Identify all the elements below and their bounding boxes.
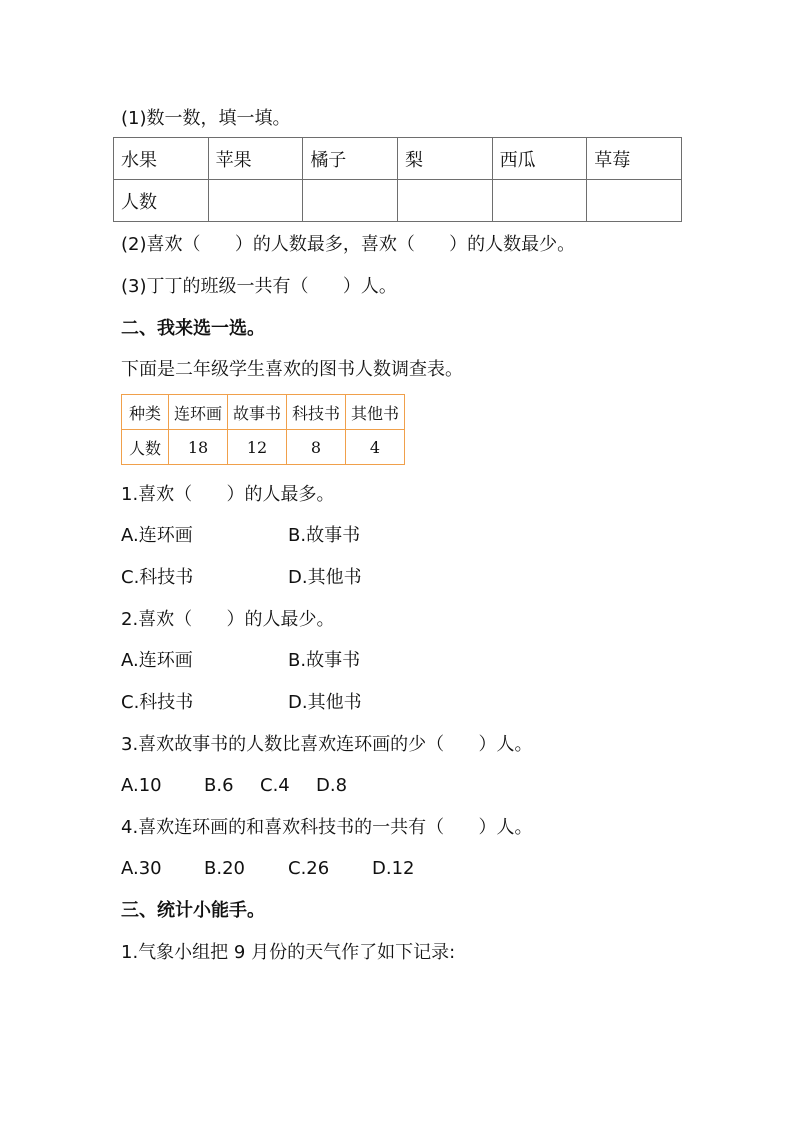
table-cell: 梨 [397, 138, 492, 180]
table-cell: 西瓜 [492, 138, 587, 180]
section3-q1: 1.气象小组把 9 月份的天气作了如下记录: [121, 942, 456, 963]
option-c[interactable]: C.科技书 [121, 567, 194, 588]
option-b[interactable]: B.故事书 [288, 650, 361, 671]
table-cell: 8 [287, 430, 346, 465]
table-cell: 其他书 [346, 395, 405, 430]
section2-intro: 下面是二年级学生喜欢的图书人数调查表。 [121, 359, 463, 380]
table-cell: 苹果 [208, 138, 303, 180]
section3-title: 三、统计小能手。 [121, 900, 265, 921]
option-a[interactable]: A.10 [121, 775, 162, 796]
option-a[interactable]: A.连环画 [121, 525, 193, 546]
answer-cell[interactable] [208, 180, 303, 222]
option-d[interactable]: D.8 [316, 775, 348, 796]
table-row [114, 138, 682, 180]
option-c[interactable]: C.科技书 [121, 692, 194, 713]
question-3-stem: 3.喜欢故事书的人数比喜欢连环画的少（ ）人。 [121, 734, 533, 755]
option-d[interactable]: D.其他书 [288, 692, 362, 713]
option-a[interactable]: A.30 [121, 858, 162, 879]
table-cell: 草莓 [587, 138, 682, 180]
table-cell: 人数 [122, 430, 169, 465]
option-b[interactable]: B.故事书 [288, 525, 361, 546]
answer-cell[interactable] [303, 180, 398, 222]
table-row [122, 395, 405, 430]
table-cell: 橘子 [303, 138, 398, 180]
table-cell: 18 [169, 430, 228, 465]
table-row [122, 430, 405, 465]
option-b[interactable]: B.6 [204, 775, 234, 796]
table-cell: 人数 [114, 180, 209, 222]
question-2-stem: 2.喜欢（ ）的人最少。 [121, 609, 335, 630]
table-cell: 科技书 [287, 395, 346, 430]
table-cell: 水果 [114, 138, 209, 180]
option-b[interactable]: B.20 [204, 858, 245, 879]
q1-part2: (2)喜欢（ ）的人数最多，喜欢（ ）的人数最少。 [121, 234, 576, 255]
book-survey-table [121, 394, 405, 465]
table-cell: 连环画 [169, 395, 228, 430]
question-4-stem: 4.喜欢连环画的和喜欢科技书的一共有（ ）人。 [121, 817, 533, 838]
section2-title: 二、我来选一选。 [121, 318, 265, 339]
table-cell: 4 [346, 430, 405, 465]
question-1-stem: 1.喜欢（ ）的人最多。 [121, 484, 335, 505]
table-row [114, 180, 682, 222]
table-cell: 故事书 [228, 395, 287, 430]
option-c[interactable]: C.26 [288, 858, 330, 879]
option-d[interactable]: D.12 [372, 858, 415, 879]
answer-cell[interactable] [492, 180, 587, 222]
q1-part1: (1)数一数，填一填。 [121, 108, 291, 129]
table-cell: 12 [228, 430, 287, 465]
answer-cell[interactable] [397, 180, 492, 222]
answer-cell[interactable] [587, 180, 682, 222]
option-a[interactable]: A.连环画 [121, 650, 193, 671]
q1-part3: (3)丁丁的班级一共有（ ）人。 [121, 276, 397, 297]
option-c[interactable]: C.4 [260, 775, 290, 796]
table-cell: 种类 [122, 395, 169, 430]
fruit-survey-table [113, 137, 682, 222]
option-d[interactable]: D.其他书 [288, 567, 362, 588]
